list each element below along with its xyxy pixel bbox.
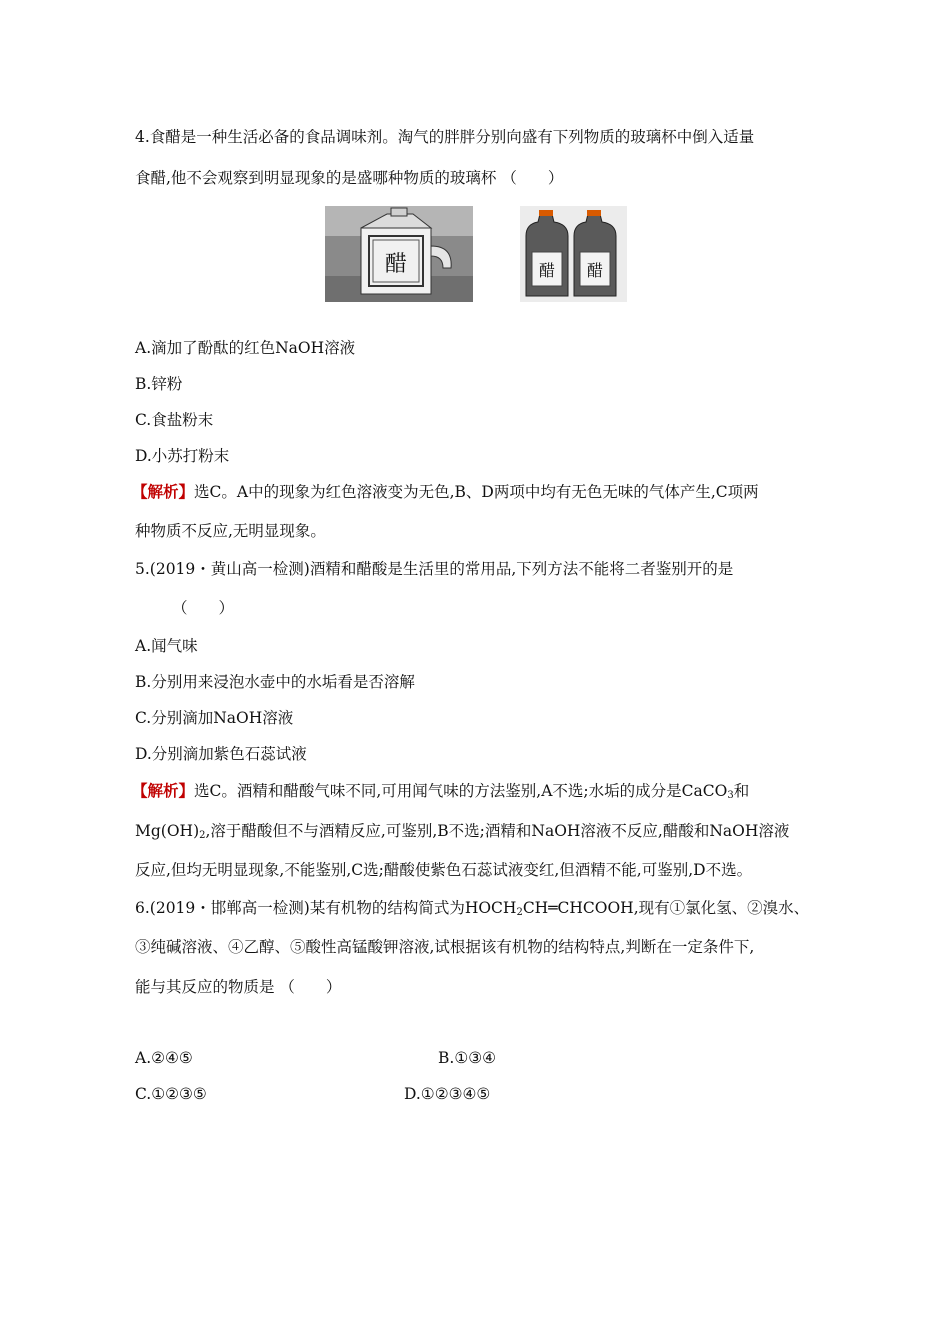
q5-analysis-text1a: 选C。酒精和醋酸气味不同,可用闻气味的方法鉴别,A不选;水垢的成分是CaCO: [194, 782, 728, 800]
q6-stem-text1b: CH═CHCOOH,现有①氯化氢、②溴水、: [522, 899, 810, 917]
jug1-label-text: 醋: [538, 261, 556, 280]
q6-stem-line1: [135, 898, 809, 923]
q4-option-b: B.锌粉: [135, 375, 183, 393]
q5-analysis-line1: [132, 781, 749, 806]
q6-stem-line3: 能与其反应的物质是 （ ）: [135, 978, 342, 996]
q5-analysis-text2b: ,溶于醋酸但不与酒精反应,可鉴别,B不选;酒精和NaOH溶液不反应,醋酸和NaOH溶液: [205, 822, 790, 840]
q5-option-a: A.闻气味: [135, 637, 198, 655]
q6-stem-text1a: 6.(2019・邯郸高一检测)某有机物的结构简式为HOCH: [135, 899, 517, 917]
subscript: 2: [199, 830, 206, 841]
q6-option-b: B.①③④: [438, 1049, 497, 1067]
q4-option-c: C.食盐粉末: [135, 411, 214, 429]
subscript: 3: [727, 790, 734, 801]
q5-option-c: C.分别滴加NaOH溶液: [135, 709, 294, 727]
q5-analysis-line3: 反应,但均无明显现象,不能鉴别,C选;醋酸使紫色石蕊试液变红,但酒精不能,可鉴别,D不选。: [135, 861, 753, 879]
q4-stem-line2: 食醋,他不会观察到明显现象的是盛哪种物质的玻璃杯 （ ）: [135, 169, 564, 187]
q5-option-d: D.分别滴加紫色石蕊试液: [135, 745, 307, 763]
q4-analysis-text1: 选C。A中的现象为红色溶液变为无色,B、D两项中均有无色无味的气体产生,C项两: [194, 483, 759, 501]
q6-option-a: A.②④⑤: [135, 1049, 193, 1067]
subscript: 2: [516, 907, 523, 918]
q5-stem-line1: 5.(2019・黄山高一检测)酒精和醋酸是生活里的常用品,下列方法不能将二者鉴别开的是: [135, 560, 734, 578]
analysis-tag: 【解析】: [132, 482, 195, 501]
q4-figures: [325, 206, 627, 302]
bottle-label-text: 醋: [384, 252, 408, 277]
q6-option-c: C.①②③⑤: [135, 1085, 207, 1103]
q5-stem-line2: （ ）: [172, 599, 235, 617]
q5-analysis-line2: [135, 821, 789, 846]
vinegar-jugs-photo: [520, 206, 627, 302]
vinegar-bottle-photo: [325, 206, 473, 302]
q4-option-a: A.滴加了酚酞的红色NaOH溶液: [135, 339, 356, 357]
q6-stem-line2: ③纯碱溶液、④乙醇、⑤酸性高锰酸钾溶液,试根据该有机物的结构特点,判断在一定条件下,: [135, 938, 755, 956]
q4-stem-line1: 4.食醋是一种生活必备的食品调味剂。淘气的胖胖分别向盛有下列物质的玻璃杯中倒入适量: [135, 128, 755, 146]
q5-option-b: B.分别用来浸泡水壶中的水垢看是否溶解: [135, 673, 415, 691]
q6-option-d: D.①②③④⑤: [404, 1085, 491, 1103]
q4-option-d: D.小苏打粉末: [135, 447, 230, 465]
jug2-label-text: 醋: [586, 261, 604, 280]
analysis-tag: 【解析】: [132, 781, 195, 800]
q4-analysis-line1: [132, 482, 759, 502]
q5-analysis-text2a: Mg(OH): [135, 822, 200, 840]
q4-analysis-line2: 种物质不反应,无明显现象。: [135, 522, 326, 540]
q5-analysis-text1b: 和: [733, 782, 750, 800]
